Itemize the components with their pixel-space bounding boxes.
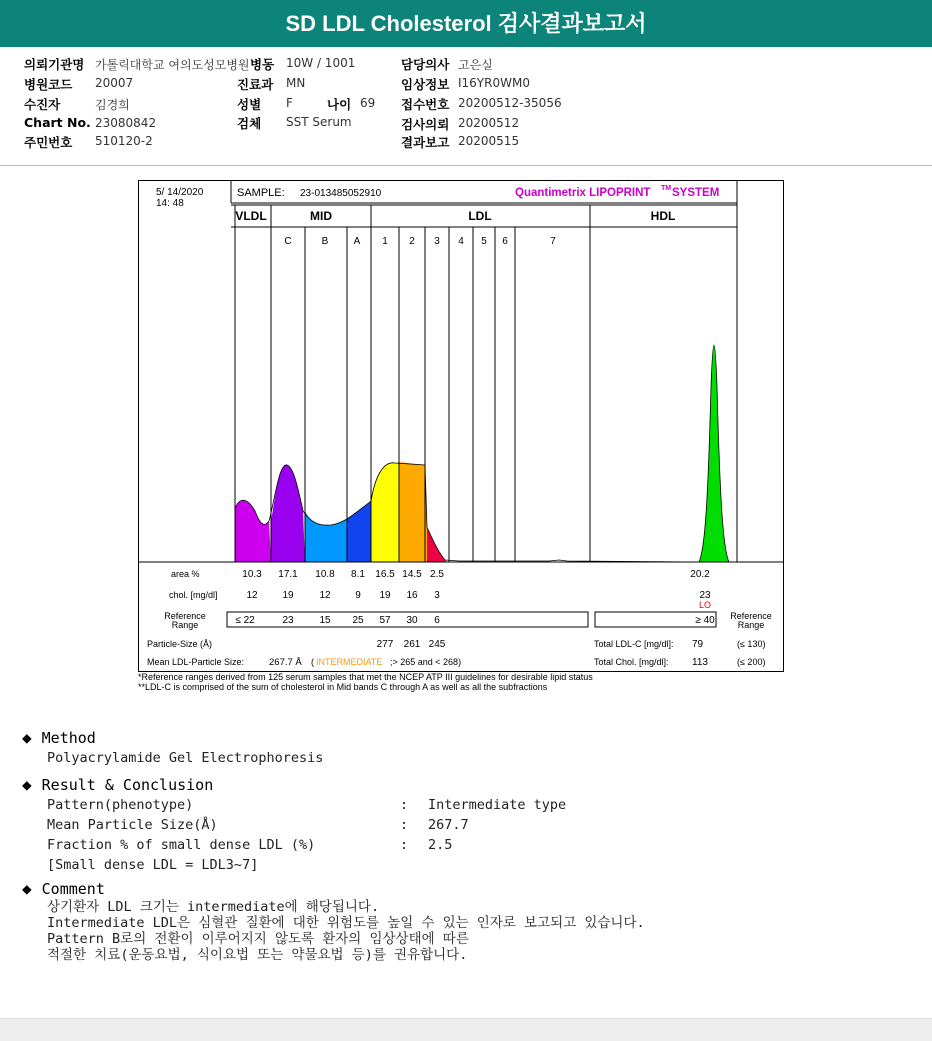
lipoprint-report [138, 180, 784, 672]
label-resident-no: 주민번호 [24, 135, 73, 150]
diamond-bullet-icon: ◆ [22, 728, 32, 747]
diamond-bullet-icon: ◆ [22, 879, 32, 898]
value-clinical-info: I16YR0WM0 [458, 76, 530, 90]
particle-2: 261 [403, 639, 421, 650]
peak-mid-b [305, 511, 347, 562]
patient-info-panel [0, 47, 932, 166]
value-resident-no: 510120-2 [95, 134, 153, 148]
ref-a: 25 [352, 615, 364, 626]
hdl-lo-flag: LO [698, 600, 712, 610]
total-ldl-value: 79 [692, 639, 704, 650]
result-heading: Result & Conclusion [41, 776, 214, 794]
bottom-bar [0, 1018, 932, 1041]
area-3: 2.5 [430, 569, 444, 580]
result-table [22, 797, 747, 881]
band-label-3: 3 [434, 236, 440, 247]
band-label-1: 1 [382, 236, 388, 247]
ref-b: 15 [319, 615, 331, 626]
chol-c: 19 [282, 590, 294, 601]
label-result-report: 결과보고 [401, 135, 450, 150]
label-hospital-code: 병원코드 [24, 77, 73, 92]
result-value-fraction: 2.5 [428, 837, 453, 853]
chol-label: chol. [mg/dl] [169, 590, 218, 600]
comment-line-3: Pattern B로의 전환이 이루어지지 않도록 환자의 임상상태에 따른 [47, 931, 469, 947]
value-department: MN [286, 76, 306, 90]
mean-ldl-range: ;> 265 and < 268) [390, 657, 462, 667]
band-label-2: 2 [409, 236, 415, 247]
particle-3: 245 [428, 639, 446, 650]
brand-name: Quantimetrix LIPOPRINT [515, 187, 651, 199]
band-label-6: 6 [502, 236, 508, 247]
total-ldl-ref: (≤ 130) [737, 639, 766, 649]
label-patient-name: 수진자 [24, 97, 61, 112]
area-vldl: 10.3 [242, 569, 262, 580]
comment-heading: Comment [41, 880, 105, 898]
brand-system: SYSTEM [672, 187, 720, 199]
peak-mid-c [271, 465, 305, 562]
ref-3: 6 [434, 615, 440, 626]
group-vldl: VLDL [235, 209, 267, 223]
area-hdl: 20.2 [690, 569, 710, 580]
comment-line-4: 적절한 치료(운동요법, 식이요법 또는 약물요법 등)를 권유합니다. [47, 947, 468, 963]
band-label-5: 5 [481, 236, 487, 247]
band-label-a: A [353, 236, 361, 247]
label-clinical-info: 임상정보 [401, 77, 450, 92]
mean-ldl-value: 267.7 Å [269, 657, 302, 668]
group-ldl: LDL [468, 209, 492, 223]
label-department: 진료과 [237, 77, 274, 92]
group-hdl: HDL [650, 209, 676, 223]
mean-ldl-open: ( [311, 657, 314, 667]
result-sep-size: : [400, 817, 409, 833]
result-value-size: 267.7 [428, 817, 469, 833]
report-date: 5/ 14/2020 [156, 187, 204, 198]
value-test-request: 20200512 [458, 116, 520, 130]
comment-section [22, 879, 645, 963]
comment-line-1: 상기환자 LDL 크기는 intermediate에 해당됩니다. [47, 899, 380, 915]
footnote-ldlc: **LDL-C is comprised of the sum of cholesterol in Mid bands C through A as well as all the subfractions [138, 682, 548, 692]
value-receipt-no: 20200512-35056 [458, 96, 562, 110]
method-heading: Method [41, 729, 96, 747]
sample-id: 23-013485052910 [300, 188, 382, 199]
band-label-c: C [284, 236, 292, 247]
chol-a: 9 [355, 590, 361, 601]
chol-3: 3 [434, 590, 440, 601]
ref-label-hdl-1: Reference [730, 611, 772, 621]
report-title: SD LDL Cholesterol 검사결과보고서 [0, 0, 932, 47]
diamond-bullet-icon: ◆ [22, 775, 32, 794]
total-chol-label: Total Chol. [mg/dl]: [594, 657, 669, 667]
value-hospital-code: 20007 [95, 76, 134, 90]
brand-tm: TM [661, 185, 672, 192]
value-specimen: SST Serum [286, 115, 352, 129]
band-label-4: 4 [458, 236, 464, 247]
value-sex: F [286, 96, 293, 110]
value-requesting-hospital: 가톨릭대학교 여의도성모병원 [95, 58, 250, 72]
result-sep-pattern: : [400, 797, 409, 813]
result-label-fraction: Fraction % of small dense LDL (%) [47, 837, 316, 853]
value-chart-no: 23080842 [95, 116, 157, 130]
label-test-request: 검사의뢰 [401, 117, 450, 132]
value-patient-name: 김경희 [95, 98, 130, 112]
area-c: 17.1 [278, 569, 298, 580]
mean-ldl-class: INTERMEDIATE [316, 657, 383, 667]
particle-1: 277 [376, 639, 394, 650]
footnote-reference: *Reference ranges derived from 125 serum samples that met the NCEP ATP III guidelines for desirable lipid status [138, 672, 593, 682]
chol-vldl: 12 [246, 590, 258, 601]
result-sep-fraction: : [400, 837, 409, 853]
band-label-b: B [321, 236, 329, 247]
chol-1: 19 [379, 590, 391, 601]
particle-size-label: Particle-Size (Å) [147, 639, 213, 649]
area-1: 16.5 [375, 569, 395, 580]
method-text: Polyacrylamide Gel Electrophoresis [47, 750, 324, 766]
peak-vldl [235, 500, 271, 562]
group-mid: MID [310, 209, 332, 223]
label-age: 나이 [327, 97, 352, 112]
result-footnote: [Small dense LDL = LDL3~7] [47, 857, 259, 873]
value-result-report: 20200515 [458, 134, 520, 148]
ref-1: 57 [379, 615, 391, 626]
total-chol-value: 113 [692, 657, 708, 668]
total-chol-ref: (≤ 200) [737, 657, 766, 667]
ref-c: 23 [282, 615, 294, 626]
result-value-pattern: Intermediate type [428, 797, 567, 813]
result-section [22, 775, 747, 881]
peak-ldl-1 [371, 462, 399, 562]
area-label: area % [171, 569, 200, 579]
chol-2: 16 [406, 590, 418, 601]
label-receipt-no: 접수번호 [401, 97, 450, 112]
label-specimen: 검체 [237, 116, 262, 131]
value-doctor: 고은실 [458, 58, 493, 72]
ref-label-2: Range [171, 620, 199, 630]
peak-hdl [699, 345, 729, 562]
label-sex: 성별 [237, 97, 262, 112]
peak-ldl-2 [399, 462, 427, 562]
result-label-size: Mean Particle Size(Å) [47, 817, 218, 833]
chol-b: 12 [319, 590, 331, 601]
label-requesting-hospital: 의뢰기관명 [24, 57, 85, 72]
sample-label: SAMPLE: [237, 187, 285, 199]
label-ward: 병동 [250, 57, 275, 72]
method-section [22, 728, 323, 766]
area-a: 8.1 [351, 569, 365, 580]
ref-2: 30 [406, 615, 418, 626]
lipoprint-chart [139, 181, 783, 671]
total-ldl-label: Total LDL-C [mg/dl]: [594, 639, 674, 649]
densitometry-trace [235, 345, 737, 562]
area-b: 10.8 [315, 569, 335, 580]
result-label-pattern: Pattern(phenotype) [47, 797, 194, 813]
value-age: 69 [360, 96, 376, 110]
ref-label-1: Reference [164, 611, 206, 621]
area-2: 14.5 [402, 569, 422, 580]
footnotes [138, 672, 593, 692]
chol-hdl: 23 [699, 590, 711, 601]
band-label-7: 7 [550, 236, 556, 247]
value-ward: 10W / 1001 [286, 56, 356, 70]
label-doctor: 담당의사 [401, 57, 450, 72]
report-time: 14: 48 [156, 198, 184, 209]
label-chart-no: Chart No. [24, 115, 91, 130]
mean-ldl-label: Mean LDL-Particle Size: [147, 657, 245, 667]
ref-vldl: ≤ 22 [235, 615, 255, 626]
ref-hdl: ≥ 40 [695, 615, 715, 626]
ref-label-hdl-2: Range [737, 620, 765, 630]
comment-line-2: Intermediate LDL은 심혈관 질환에 대한 위험도를 높일 수 있는 인자로 보고되고 있습니다. [47, 915, 645, 931]
peak-ldl-3 [427, 527, 447, 562]
